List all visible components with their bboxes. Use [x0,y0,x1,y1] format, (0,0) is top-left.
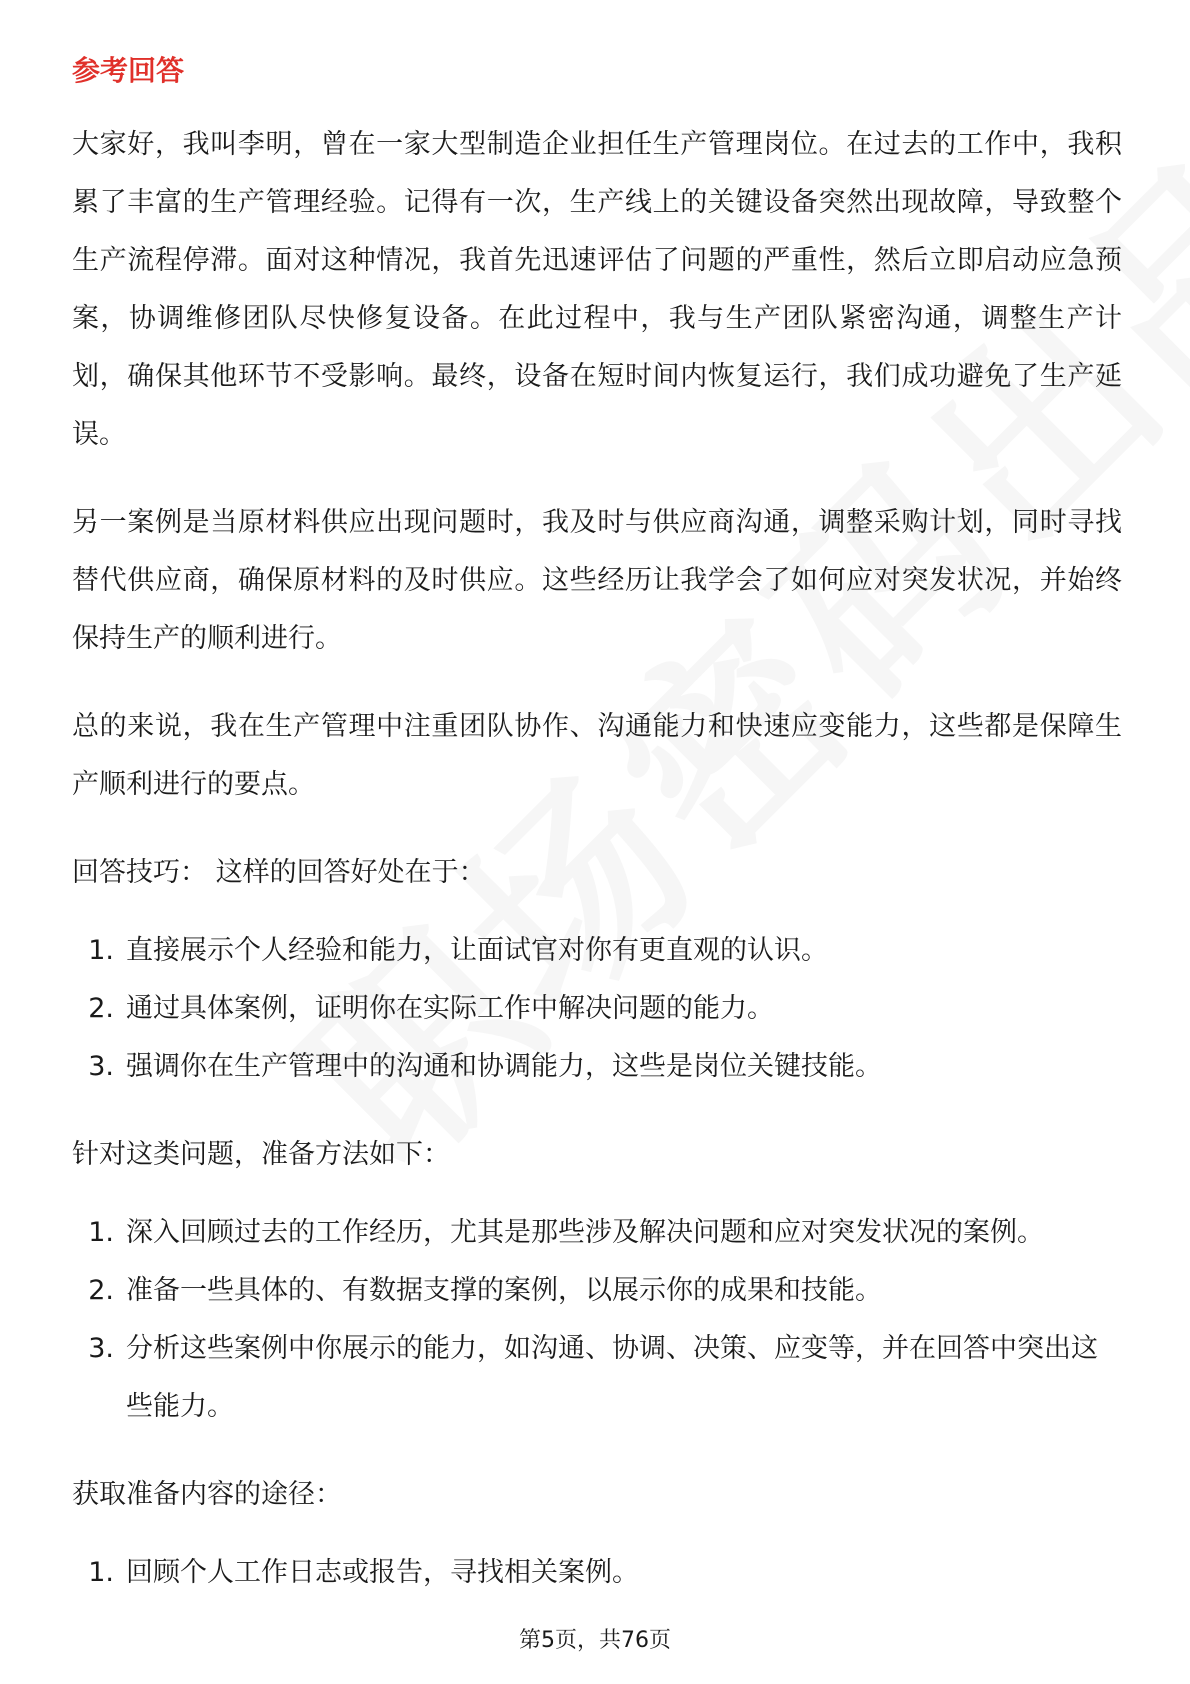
answer-paragraph-3: 总的来说，我在生产管理中注重团队协作、沟通能力和快速应变能力，这些都是保障生产顺利进行的要点。 [72,711,1122,800]
list-item [72,1204,1122,1262]
answer-paragraph-2: 另一案例是当原材料供应出现问题时，我及时与供应商沟通，调整采购计划，同时寻找替代供应商，确保原材料的及时供应。这些经历让我学会了如何应对突发状况，并始终保持生产的顺利进行。 [72,507,1122,654]
list-number: 1. [88,1217,114,1248]
list-text: 强调你在生产管理中的沟通和协调能力，这些是岗位关键技能。 [126,1051,882,1082]
list-number: 2. [88,1275,114,1306]
list-number: 1. [88,1557,114,1588]
page-number: 第5页，共76页 [519,1628,671,1653]
section-heading: 参考回答 [72,54,185,87]
list-item [72,1038,1122,1096]
document-body [72,46,1122,1632]
prep-label: 针对这类问题，准备方法如下： [72,1139,450,1170]
list-text: 通过具体案例，证明你在实际工作中解决问题的能力。 [126,993,774,1024]
list-number: 1. [88,935,114,966]
prep-list [72,1204,1122,1436]
list-text: 分析这些案例中你展示的能力，如沟通、协调、决策、应变等，并在回答中突出这些能力。 [126,1333,1098,1422]
sources-list [72,1544,1122,1602]
tips-list [72,922,1122,1096]
list-number: 3. [88,1051,114,1082]
list-text: 回顾个人工作日志或报告，寻找相关案例。 [126,1557,639,1588]
list-item [72,922,1122,980]
list-text: 直接展示个人经验和能力，让面试官对你有更直观的认识。 [126,935,828,966]
list-item [72,1544,1122,1602]
answer-paragraph-1: 大家好，我叫李明，曾在一家大型制造企业担任生产管理岗位。在过去的工作中，我积累了丰富的生产管理经验。记得有一次，生产线上的关键设备突然出现故障，导致整个生产流程停滞。面对这种情况，我首先迅速评估了问题的严重性，然后立即启动应急预案，协调维修团队尽快修复设备。在此过程中，我与生产团队紧密沟通，调整生产计划，确保其他环节不受影响。最终，设备在短时间内恢复运行，我们成功避免了生产延误。 [72,129,1122,450]
list-item [72,980,1122,1038]
sources-label: 获取准备内容的途径： [72,1479,342,1510]
list-number: 2. [88,993,114,1024]
list-number: 3. [88,1333,114,1364]
tips-label: 回答技巧： 这样的回答好处在于： [72,857,486,888]
list-item [72,1262,1122,1320]
list-text: 准备一些具体的、有数据支撑的案例，以展示你的成果和技能。 [126,1275,882,1306]
list-text: 深入回顾过去的工作经历，尤其是那些涉及解决问题和应对突发状况的案例。 [126,1217,1044,1248]
list-item [72,1320,1122,1436]
